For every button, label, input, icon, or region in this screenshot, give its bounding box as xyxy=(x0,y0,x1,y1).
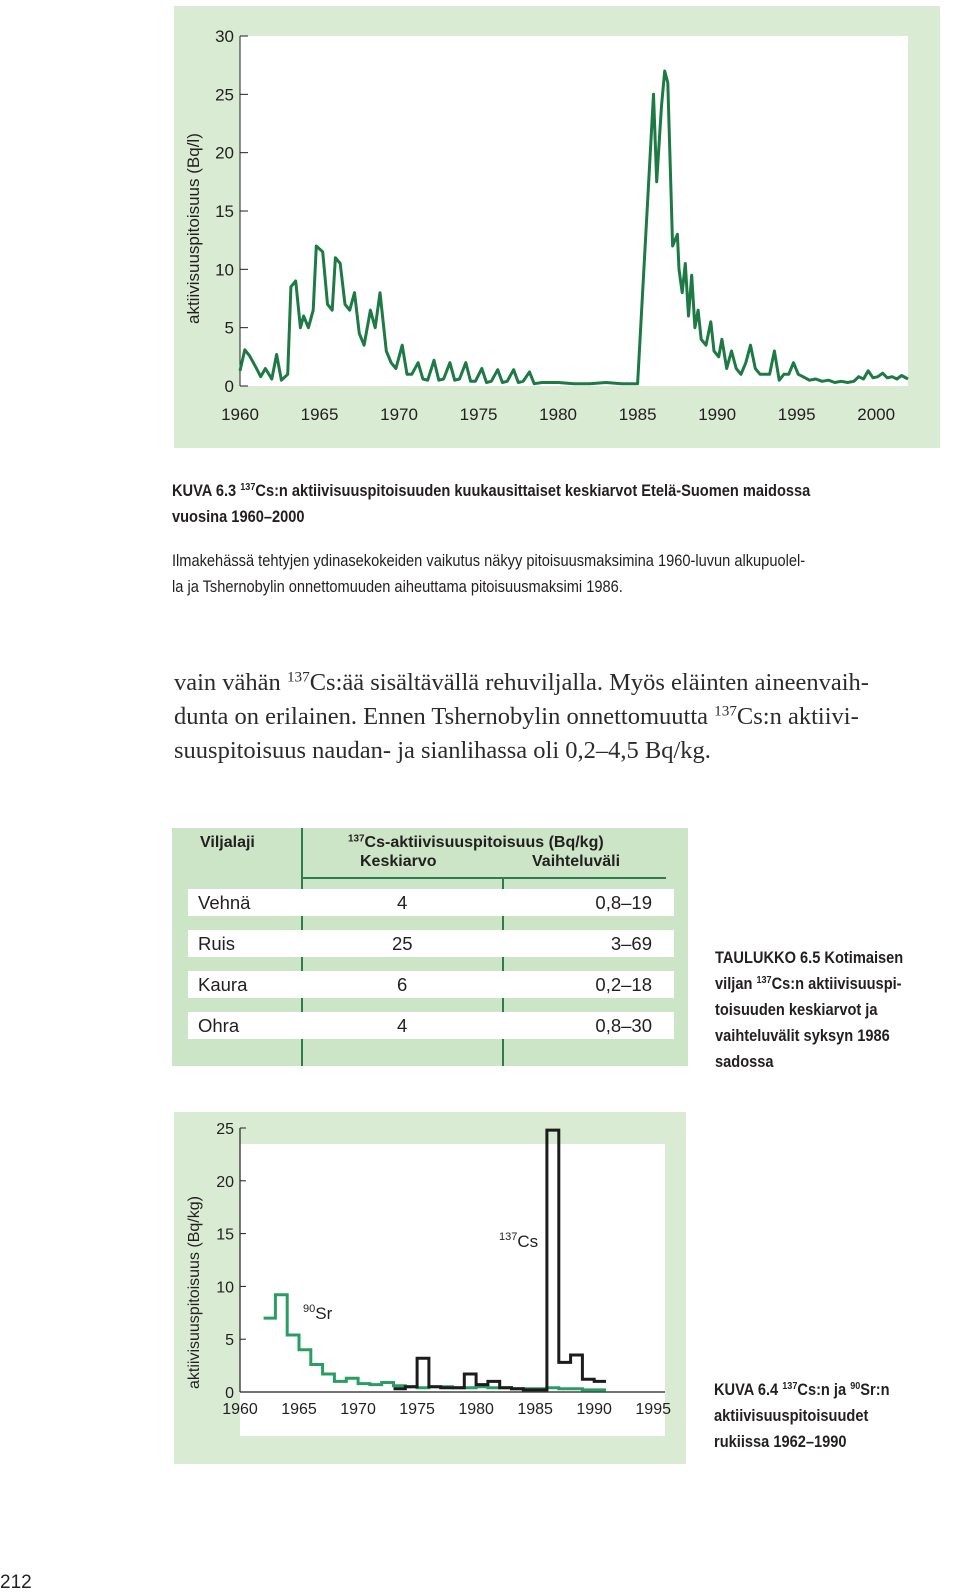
isotope-superscript: 137 xyxy=(348,833,365,845)
milk-chart-svg xyxy=(174,6,940,448)
x-tick-label: 1985 xyxy=(618,405,657,424)
isotope-superscript: 90 xyxy=(850,1380,861,1393)
y-tick-label: 0 xyxy=(225,1385,234,1402)
figure-label: KUVA 6.4 xyxy=(714,1380,779,1399)
series-label-base: Sr xyxy=(315,1304,333,1323)
y-tick-label: 20 xyxy=(216,1173,234,1191)
y-tick-label: 0 xyxy=(224,377,234,396)
x-tick-label: 1970 xyxy=(340,1401,376,1418)
page-number: 212 xyxy=(0,1572,32,1593)
range-cell: 0,2–18 xyxy=(595,974,652,995)
y-tick-label: 15 xyxy=(216,1226,234,1244)
table-caption-line4: vaihteluvälit syksyn 1986 xyxy=(715,1026,890,1045)
table-caption-line3: toisuuden keskiarvot ja xyxy=(715,1000,878,1019)
mean-cell: 6 xyxy=(397,974,408,995)
table-6-5-grain-cs137 xyxy=(172,828,688,1066)
x-tick-label: 1960 xyxy=(222,1401,258,1418)
figure-6-4-rye-chart xyxy=(174,1112,686,1464)
x-tick-label: 1995 xyxy=(635,1401,671,1418)
body-text-span: vain vähän xyxy=(174,669,281,696)
table-row xyxy=(188,971,674,998)
table-caption-line2 xyxy=(715,971,947,997)
table-caption-line5: sadossa xyxy=(715,1052,774,1071)
range-cell: 0,8–19 xyxy=(595,892,652,913)
caption-description-line1: Ilmakehässä tehtyjen ydinasekokeiden vaikutus näkyy pitoisuusmaksimina 1960-luvun alkupuolel- xyxy=(172,551,806,570)
isotope-superscript: 137 xyxy=(240,481,256,494)
y-tick-label: 25 xyxy=(215,85,234,105)
table-6-5-caption xyxy=(715,945,947,1075)
y-tick-label: 15 xyxy=(215,202,234,221)
column-header-activity xyxy=(348,834,604,852)
x-tick-label: 1960 xyxy=(221,405,259,424)
caption-text: Sr:n xyxy=(860,1380,890,1399)
caption-title: Cs:n aktiivisuuspitoisuuden kuukausittaiset keskiarvot Etelä-Suomen maidossa xyxy=(255,481,811,500)
x-tick-label: 1965 xyxy=(281,1401,317,1418)
series-label-superscript: 90 xyxy=(303,1303,316,1315)
table-caption-text: Kotimaisen xyxy=(824,948,904,967)
mean-cell: 4 xyxy=(397,1015,408,1036)
y-tick-label: 5 xyxy=(224,318,234,338)
y-tick-label: 25 xyxy=(216,1121,234,1138)
y-axis-label: aktiivisuuspitoisuus (Bq/kg) xyxy=(186,1196,203,1389)
body-text-span: dunta on erilainen. Ennen Tshernobylin onnettomuutta xyxy=(174,703,708,730)
body-line3: suuspitoisuus naudan- ja sianlihassa oli 0,2–4,5 Bq/kg. xyxy=(174,737,711,764)
series-label-superscript: 137 xyxy=(499,1231,518,1243)
caption-line3: rukiissa 1962–1990 xyxy=(714,1432,847,1451)
y-axis-label: aktiivisuuspitoisuus (Bq/l) xyxy=(184,133,203,324)
subheader-mean: Keskiarvo xyxy=(360,853,437,870)
mean-cell: 25 xyxy=(392,933,413,954)
isotope-superscript: 137 xyxy=(714,702,737,720)
y-tick-label: 10 xyxy=(216,1279,234,1297)
x-tick-label: 1990 xyxy=(576,1401,612,1418)
column-header-crop: Viljalaji xyxy=(200,834,255,851)
table-row xyxy=(188,1012,674,1039)
plot-area xyxy=(240,36,908,386)
y-tick-label: 30 xyxy=(215,27,234,46)
mean-cell: 4 xyxy=(397,892,408,913)
isotope-superscript: 137 xyxy=(756,974,772,987)
body-line2 xyxy=(174,700,960,734)
body-text-span: Cs:n aktiivi- xyxy=(736,703,859,730)
y-tick-label: 10 xyxy=(215,260,234,280)
figure-label: KUVA 6.3 xyxy=(172,481,237,500)
rye-chart-svg xyxy=(174,1112,686,1464)
x-tick-label: 1995 xyxy=(777,405,816,424)
x-tick-label: 1990 xyxy=(698,405,737,424)
figure-6-3-caption xyxy=(172,478,912,600)
x-tick-label: 2000 xyxy=(857,405,896,424)
caption-title-line1 xyxy=(172,478,912,504)
x-tick-label: 1985 xyxy=(517,1401,553,1418)
x-tick-label: 1965 xyxy=(300,405,339,424)
caption-line2: aktiivisuuspitoisuudet xyxy=(714,1406,869,1425)
crop-cell: Ohra xyxy=(198,1015,240,1036)
range-cell: 0,8–30 xyxy=(595,1015,652,1036)
header-main-text: Cs-aktiivisuuspitoisuus (Bq/kg) xyxy=(364,834,604,851)
isotope-superscript: 137 xyxy=(782,1380,798,1393)
caption-description-line2: la ja Tshernobylin onnettomuuden aiheuttama pitoisuusmaksimi 1986. xyxy=(172,577,623,596)
x-tick-label: 1975 xyxy=(399,1401,435,1418)
figure-6-3-milk-cs137-chart xyxy=(174,6,940,448)
caption-text: Cs:n ja xyxy=(797,1380,847,1399)
body-text-span: Cs:ää sisältävällä rehuviljalla. Myös eläinten aineenvaih- xyxy=(309,669,869,696)
table-row xyxy=(188,930,674,957)
range-cell: 3–69 xyxy=(610,933,652,954)
body-paragraph xyxy=(174,666,960,768)
header-rule xyxy=(303,877,666,879)
table-caption-text: Cs:n aktiivisuuspi- xyxy=(771,974,902,993)
series-label-base: Cs xyxy=(517,1232,539,1251)
isotope-superscript: 137 xyxy=(286,668,310,686)
x-tick-label: 1980 xyxy=(539,405,578,424)
table-row xyxy=(188,889,674,916)
crop-cell: Vehnä xyxy=(198,892,251,913)
caption-title-line2: vuosina 1960–2000 xyxy=(172,507,305,526)
y-tick-label: 20 xyxy=(215,143,234,163)
y-tick-label: 5 xyxy=(225,1332,234,1350)
x-tick-label: 1975 xyxy=(459,405,498,424)
caption-line1 xyxy=(714,1377,946,1403)
x-tick-label: 1970 xyxy=(380,405,418,424)
body-line1 xyxy=(174,666,960,700)
subheader-range: Vaihteluväli xyxy=(532,853,621,870)
crop-cell: Ruis xyxy=(198,933,236,954)
table-label: TAULUKKO 6.5 xyxy=(715,948,821,967)
crop-cell: Kaura xyxy=(198,974,248,995)
x-tick-label: 1980 xyxy=(458,1401,494,1418)
table-caption-line1 xyxy=(715,945,947,971)
table-caption-text: viljan xyxy=(715,974,753,993)
figure-6-4-caption xyxy=(714,1377,946,1455)
